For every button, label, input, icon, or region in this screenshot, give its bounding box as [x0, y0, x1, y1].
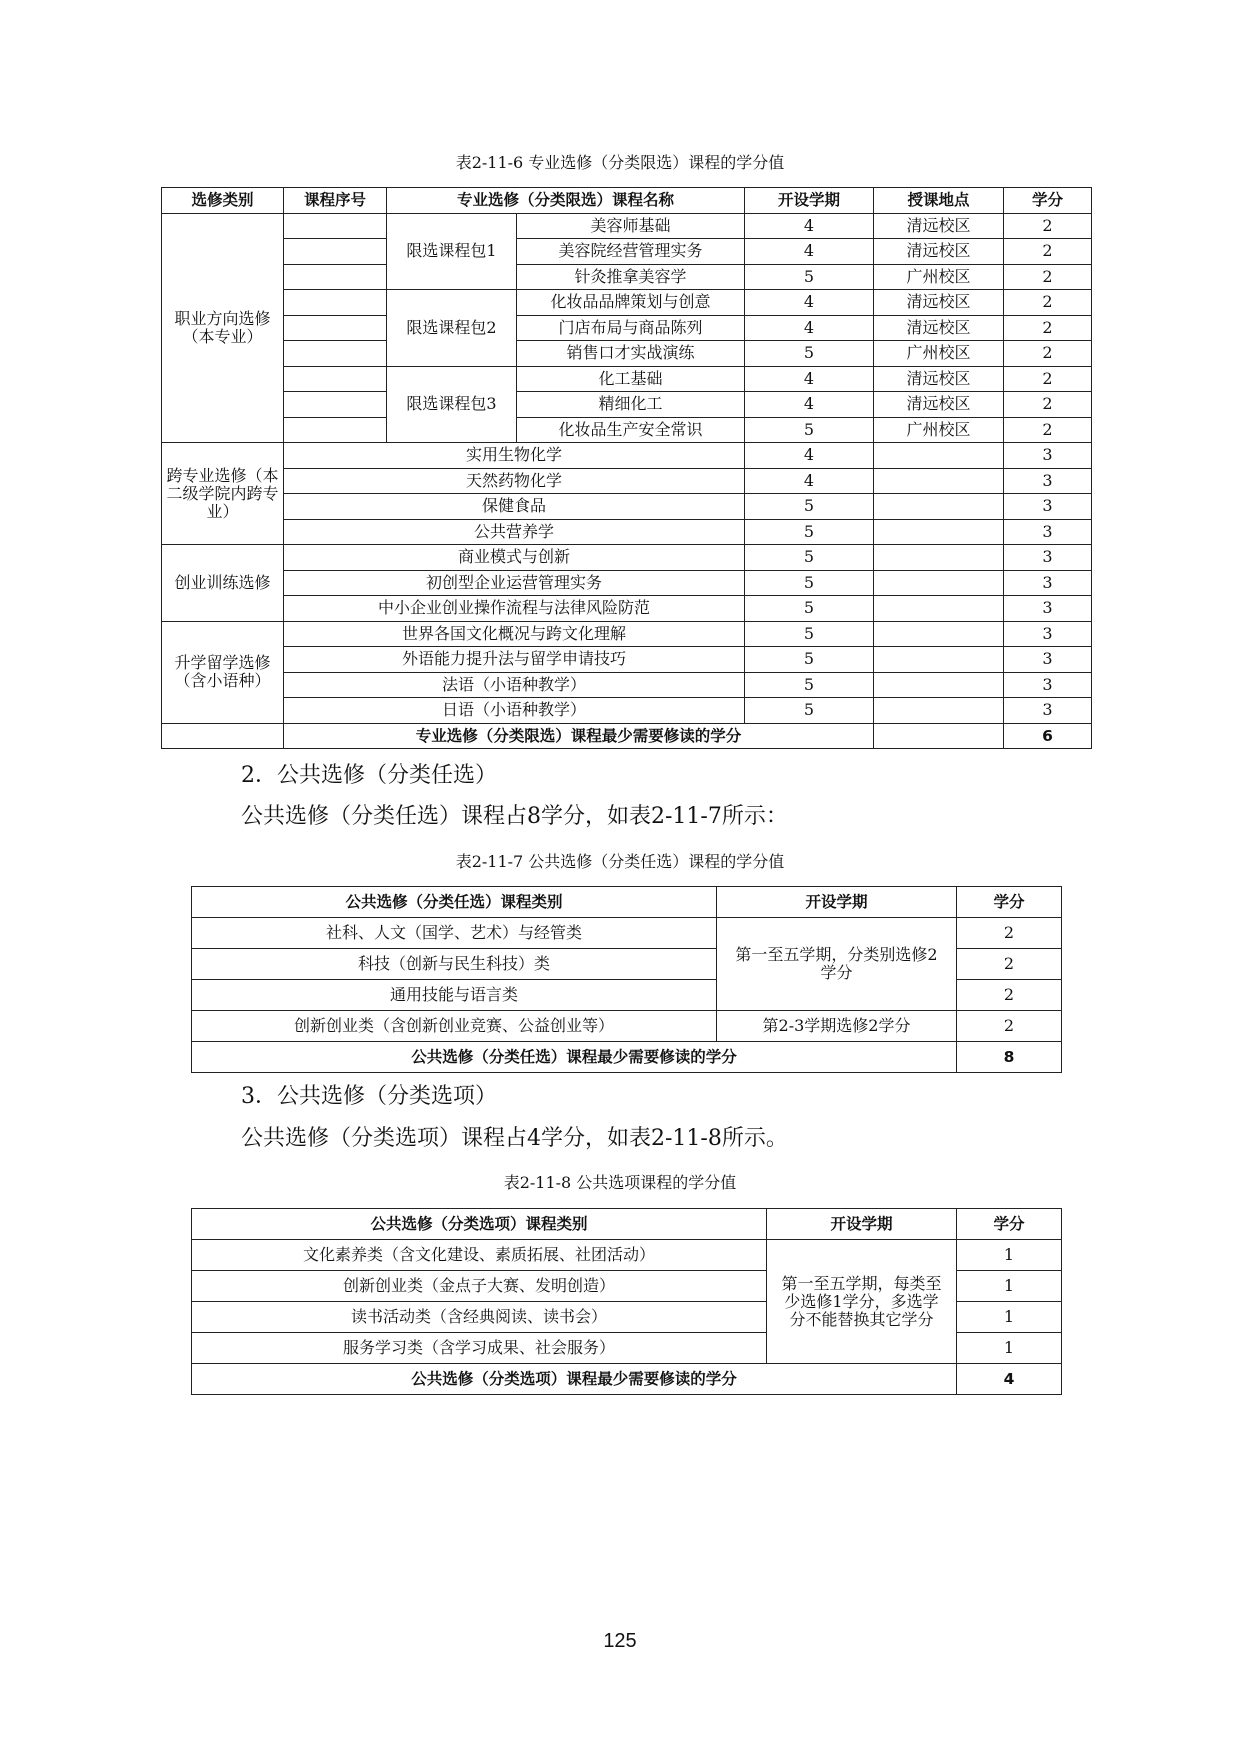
table-row — [162, 264, 1092, 290]
course-name: 外语能力提升法与留学申请技巧 — [284, 647, 745, 673]
total-value: 8 — [957, 1042, 1062, 1073]
table7-caption: 表2-11-7 公共选修（分类任选）课程的学分值 — [455, 852, 785, 871]
table6-caption: 表2-11-6 专业选修（分类限选）课程的学分值 — [455, 153, 785, 172]
credit-cell: 2 — [1004, 290, 1092, 316]
credit-cell: 3 — [1004, 443, 1092, 469]
header-category: 公共选修（分类选项）课程类别 — [192, 1209, 767, 1240]
category-name: 读书活动类（含经典阅读、读书会） — [192, 1302, 767, 1333]
header-credit: 学分 — [1004, 188, 1092, 214]
credit-cell: 1 — [957, 1302, 1062, 1333]
term-cell: 4 — [745, 443, 874, 469]
location-cell: 清远校区 — [874, 213, 1004, 239]
location-cell — [874, 698, 1004, 724]
credit-cell: 3 — [1004, 468, 1092, 494]
term-cell: 4 — [745, 239, 874, 265]
location-cell: 清远校区 — [874, 366, 1004, 392]
table8 — [191, 1208, 1062, 1395]
credit-cell: 2 — [1004, 264, 1092, 290]
term-cell: 第2-3学期选修2学分 — [717, 1011, 957, 1042]
course-name: 美容师基础 — [517, 213, 745, 239]
seq-cell — [284, 239, 387, 265]
header-credit: 学分 — [957, 1209, 1062, 1240]
credit-cell: 2 — [957, 949, 1062, 980]
table-row — [162, 290, 1092, 316]
credit-cell: 2 — [1004, 417, 1092, 443]
total-row — [162, 723, 1092, 749]
table-row — [162, 647, 1092, 673]
seq-cell — [284, 290, 387, 316]
table-row — [162, 392, 1092, 418]
empty-cell — [162, 723, 284, 749]
course-name: 初创型企业运营管理实务 — [284, 570, 745, 596]
category-name: 科技（创新与民生科技）类 — [192, 949, 717, 980]
table-row — [162, 366, 1092, 392]
credit-cell: 3 — [1004, 647, 1092, 673]
location-cell: 广州校区 — [874, 341, 1004, 367]
term-cell: 4 — [745, 213, 874, 239]
section2-text: 公共选修（分类任选）课程占8学分，如表2-11-7所示： — [241, 804, 788, 829]
header-credit: 学分 — [957, 887, 1062, 918]
table8-caption: 表2-11-8 公共选项课程的学分值 — [503, 1173, 737, 1192]
term-cell: 4 — [745, 315, 874, 341]
location-cell: 清远校区 — [874, 392, 1004, 418]
credit-cell: 3 — [1004, 596, 1092, 622]
location-cell — [874, 596, 1004, 622]
category-name: 社科、人文（国学、艺术）与经管类 — [192, 918, 717, 949]
package-cell: 限选课程包2 — [387, 290, 517, 367]
empty-cell — [874, 723, 1004, 749]
header-category: 公共选修（分类任选）课程类别 — [192, 887, 717, 918]
credit-cell: 2 — [957, 918, 1062, 949]
table-row — [162, 213, 1092, 239]
location-cell — [874, 672, 1004, 698]
package-cell: 限选课程包1 — [387, 213, 517, 290]
table-row — [162, 494, 1092, 520]
table-row — [162, 596, 1092, 622]
term-cell: 5 — [745, 596, 874, 622]
header-term: 开设学期 — [717, 887, 957, 918]
seq-cell — [284, 264, 387, 290]
table-row — [192, 918, 1062, 949]
category-name: 创新创业类（含创新创业竞赛、公益创业等） — [192, 1011, 717, 1042]
course-name: 天然药物化学 — [284, 468, 745, 494]
credit-cell: 1 — [957, 1271, 1062, 1302]
table7 — [191, 886, 1062, 1073]
term-cell: 5 — [745, 264, 874, 290]
credit-cell: 1 — [957, 1333, 1062, 1364]
category-cell: 创业训练选修 — [162, 545, 284, 622]
term-cell: 5 — [745, 519, 874, 545]
course-name: 世界各国文化概况与跨文化理解 — [284, 621, 745, 647]
table-row — [162, 698, 1092, 724]
table-row — [162, 417, 1092, 443]
total-row — [192, 1364, 1062, 1395]
header-course-name: 专业选修（分类限选）课程名称 — [387, 188, 745, 214]
course-name: 化妆品生产安全常识 — [517, 417, 745, 443]
course-name: 化工基础 — [517, 366, 745, 392]
term-cell: 第一至五学期，每类至少选修1学分，多选学分不能替换其它学分 — [767, 1240, 957, 1364]
course-name: 保健食品 — [284, 494, 745, 520]
table-row — [162, 443, 1092, 469]
term-cell: 4 — [745, 392, 874, 418]
seq-cell — [284, 366, 387, 392]
header-location: 授课地点 — [874, 188, 1004, 214]
section3-text: 公共选修（分类选项）课程占4学分，如表2-11-8所示。 — [241, 1126, 788, 1151]
course-name: 中小企业创业操作流程与法律风险防范 — [284, 596, 745, 622]
category-name: 创新创业类（金点子大赛、发明创造） — [192, 1271, 767, 1302]
course-name: 针灸推拿美容学 — [517, 264, 745, 290]
credit-cell: 3 — [1004, 621, 1092, 647]
credit-cell: 2 — [957, 1011, 1062, 1042]
seq-cell — [284, 213, 387, 239]
course-name: 化妆品品牌策划与创意 — [517, 290, 745, 316]
course-name: 法语（小语种教学） — [284, 672, 745, 698]
credit-cell: 2 — [957, 980, 1062, 1011]
header-term: 开设学期 — [767, 1209, 957, 1240]
credit-cell: 3 — [1004, 698, 1092, 724]
total-label: 公共选修（分类选项）课程最少需要修读的学分 — [192, 1364, 957, 1395]
seq-cell — [284, 315, 387, 341]
category-cell: 跨专业选修（本二级学院内跨专业） — [162, 443, 284, 545]
seq-cell — [284, 417, 387, 443]
table-row — [192, 1011, 1062, 1042]
table-row — [162, 341, 1092, 367]
location-cell: 清远校区 — [874, 239, 1004, 265]
course-name: 商业模式与创新 — [284, 545, 745, 571]
page-number: 125 — [603, 1630, 637, 1652]
course-name: 实用生物化学 — [284, 443, 745, 469]
location-cell: 广州校区 — [874, 417, 1004, 443]
term-cell: 5 — [745, 545, 874, 571]
total-label: 专业选修（分类限选）课程最少需要修读的学分 — [284, 723, 874, 749]
term-cell: 5 — [745, 341, 874, 367]
table-row — [162, 315, 1092, 341]
location-cell — [874, 647, 1004, 673]
section3-heading: 3．公共选修（分类选项） — [241, 1084, 497, 1109]
credit-cell: 3 — [1004, 672, 1092, 698]
category-name: 文化素养类（含文化建设、素质拓展、社团活动） — [192, 1240, 767, 1271]
term-cell: 5 — [745, 494, 874, 520]
category-name: 通用技能与语言类 — [192, 980, 717, 1011]
location-cell — [874, 519, 1004, 545]
credit-cell: 2 — [1004, 366, 1092, 392]
term-cell: 5 — [745, 647, 874, 673]
table6 — [161, 187, 1092, 749]
term-cell: 5 — [745, 698, 874, 724]
term-cell: 4 — [745, 468, 874, 494]
credit-cell: 2 — [1004, 213, 1092, 239]
credit-cell: 1 — [957, 1240, 1062, 1271]
section2-heading: 2．公共选修（分类任选） — [241, 763, 497, 788]
course-name: 美容院经营管理实务 — [517, 239, 745, 265]
credit-cell: 2 — [1004, 392, 1092, 418]
category-cell: 职业方向选修（本专业） — [162, 213, 284, 443]
term-cell: 5 — [745, 621, 874, 647]
term-cell: 4 — [745, 366, 874, 392]
table-header-row — [192, 1209, 1062, 1240]
table-row — [162, 239, 1092, 265]
course-name: 销售口才实战演练 — [517, 341, 745, 367]
table-header-row — [162, 188, 1092, 214]
location-cell: 清远校区 — [874, 290, 1004, 316]
location-cell — [874, 570, 1004, 596]
table-row — [162, 468, 1092, 494]
header-seq: 课程序号 — [284, 188, 387, 214]
seq-cell — [284, 341, 387, 367]
course-name: 精细化工 — [517, 392, 745, 418]
table-row — [162, 545, 1092, 571]
total-value: 6 — [1004, 723, 1092, 749]
location-cell — [874, 545, 1004, 571]
location-cell — [874, 468, 1004, 494]
course-name: 公共营养学 — [284, 519, 745, 545]
credit-cell: 3 — [1004, 570, 1092, 596]
seq-cell — [284, 392, 387, 418]
location-cell — [874, 621, 1004, 647]
term-cell: 第一至五学期，分类别选修2学分 — [717, 918, 957, 1011]
category-cell: 升学留学选修（含小语种） — [162, 621, 284, 723]
table-header-row — [192, 887, 1062, 918]
credit-cell: 2 — [1004, 315, 1092, 341]
table-row — [162, 519, 1092, 545]
credit-cell: 2 — [1004, 341, 1092, 367]
package-cell: 限选课程包3 — [387, 366, 517, 443]
table-row — [192, 1240, 1062, 1271]
term-cell: 4 — [745, 290, 874, 316]
category-name: 服务学习类（含学习成果、社会服务） — [192, 1333, 767, 1364]
table-row — [162, 672, 1092, 698]
credit-cell: 3 — [1004, 519, 1092, 545]
term-cell: 5 — [745, 672, 874, 698]
credit-cell: 3 — [1004, 545, 1092, 571]
term-cell: 5 — [745, 570, 874, 596]
total-row — [192, 1042, 1062, 1073]
location-cell: 广州校区 — [874, 264, 1004, 290]
location-cell: 清远校区 — [874, 315, 1004, 341]
total-value: 4 — [957, 1364, 1062, 1395]
course-name: 门店布局与商品陈列 — [517, 315, 745, 341]
table-row — [162, 621, 1092, 647]
credit-cell: 2 — [1004, 239, 1092, 265]
credit-cell: 3 — [1004, 494, 1092, 520]
course-name: 日语（小语种教学） — [284, 698, 745, 724]
header-term: 开设学期 — [745, 188, 874, 214]
header-category: 选修类别 — [162, 188, 284, 214]
table-row — [162, 570, 1092, 596]
location-cell — [874, 494, 1004, 520]
location-cell — [874, 443, 1004, 469]
term-cell: 5 — [745, 417, 874, 443]
total-label: 公共选修（分类任选）课程最少需要修读的学分 — [192, 1042, 957, 1073]
